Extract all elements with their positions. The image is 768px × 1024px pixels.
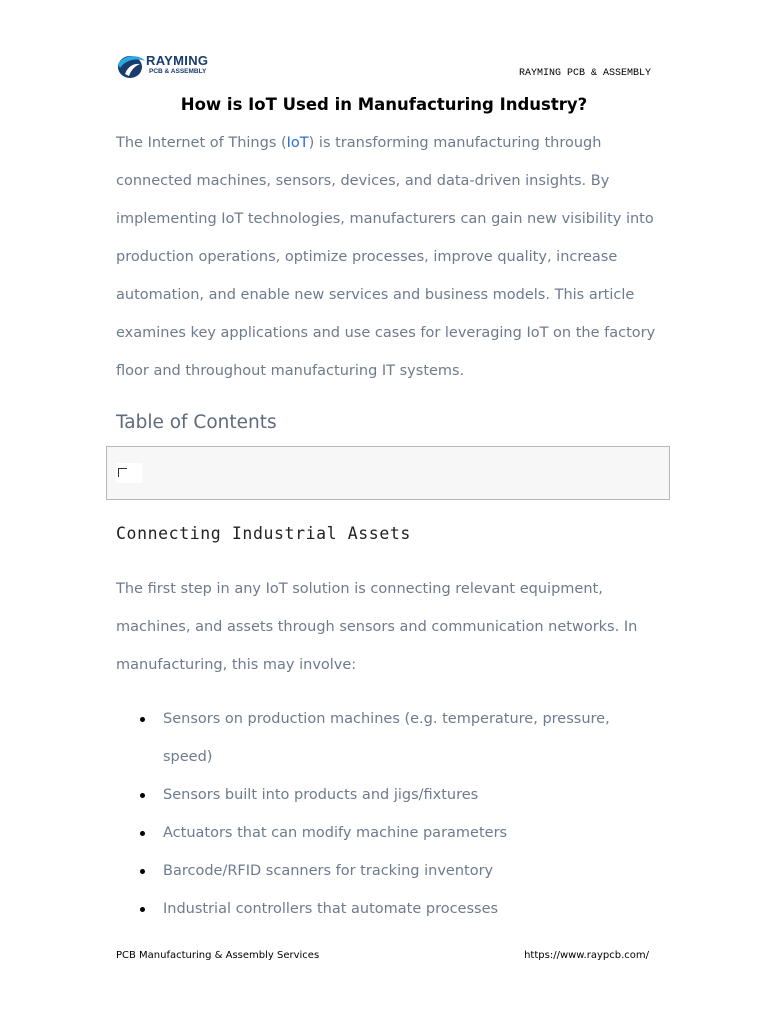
list-item-text: Sensors built into products and jigs/fixtures — [163, 787, 479, 803]
bullet-icon — [140, 831, 145, 836]
logo-name: RAYMING — [146, 53, 209, 68]
rayming-logo[interactable] — [116, 52, 216, 80]
bullet-icon — [140, 907, 145, 912]
list-item-text: Barcode/RFID scanners for tracking inventory — [163, 863, 494, 879]
bullet-list — [116, 700, 616, 928]
footer-url-link[interactable]: https://www.raypcb.com/ — [524, 950, 649, 961]
toc-heading: Table of Contents — [116, 412, 277, 433]
bullet-icon — [140, 869, 145, 874]
list-item — [116, 814, 616, 852]
list-item — [116, 776, 616, 814]
iot-link[interactable]: IoT — [286, 135, 309, 151]
list-item-text: Actuators that can modify machine parameters — [163, 825, 508, 841]
list-item — [116, 852, 616, 890]
logo-subtitle: PCB & ASSEMBLY — [149, 68, 207, 75]
intro-text-start: The Internet of Things ( — [116, 135, 287, 151]
bullet-icon — [140, 793, 145, 798]
list-item-text: Industrial controllers that automate processes — [163, 901, 499, 917]
bullet-icon — [140, 717, 145, 722]
intro-paragraph — [116, 124, 661, 390]
section-paragraph: The first step in any IoT solution is connecting relevant equipment, machines, and assets through sensors and communication networks. In manufacturing, this may involve: — [116, 581, 638, 673]
logo-swoosh-icon — [116, 52, 146, 80]
article-title: How is IoT Used in Manufacturing Industry? — [180, 95, 588, 114]
footer-services: PCB Manufacturing & Assembly Services — [116, 950, 320, 961]
toggle-square-icon — [118, 468, 127, 477]
intro-text-rest: ) is transforming manufacturing through connected machines, sensors, devices, and data-driven insights. By implementing IoT technologies, manufacturers can gain new visibility into production operations, optimize processes, improve quality, increase automation, and enable new services and business models. This article examines key applications and use cases for leveraging IoT on the factory floor and throughout manufacturing IT systems. — [116, 135, 656, 379]
table-of-contents-box — [106, 446, 670, 500]
list-item-text: Sensors on production machines (e.g. temperature, pressure, speed) — [163, 711, 610, 765]
header-company-name: RAYMING PCB & ASSEMBLY — [518, 68, 651, 79]
section-heading: Connecting Industrial Assets — [116, 524, 411, 543]
list-item — [116, 700, 616, 776]
list-item — [116, 890, 616, 928]
toc-toggle-button[interactable] — [116, 463, 142, 483]
